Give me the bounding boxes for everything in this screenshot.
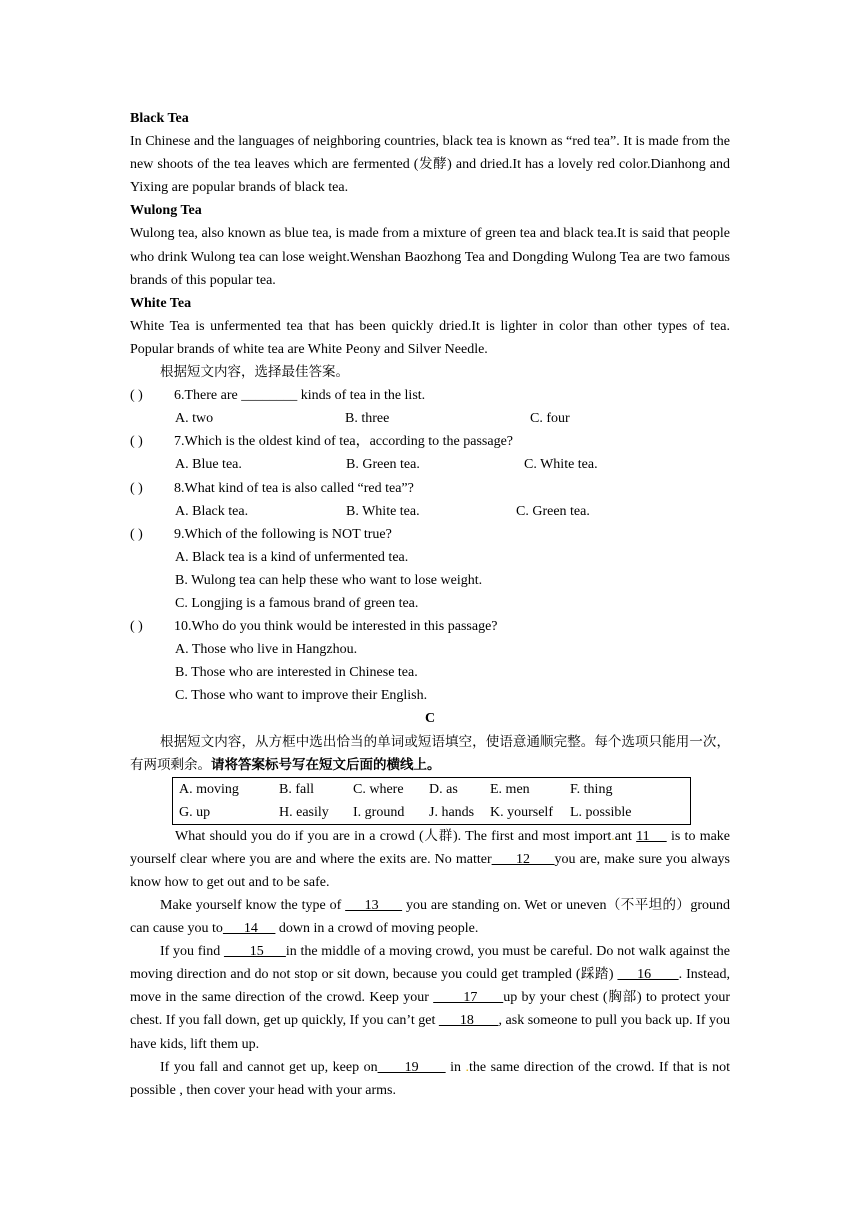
answer-blank[interactable]: ( ) [130,434,143,450]
blank-15[interactable]: 15 [223,944,286,960]
question-text: 10.Who do you think would be interested in this passage? [174,619,498,635]
options [130,453,730,476]
word-bank-box [172,777,691,825]
section-c-heading: C [424,711,436,727]
blank-12[interactable]: 12 [491,851,555,867]
blank-13[interactable]: 13 [345,898,403,913]
option-a: A. Blue tea. [175,457,242,473]
question-6 [130,384,730,430]
option-c: C. Those who want to improve their English. [175,688,428,704]
document-page [130,107,730,1102]
word-option: B. fall [279,781,314,797]
option-c: C. Green tea. [516,503,590,519]
word-option: E. men [490,781,530,797]
option-a: A. Those who live in Hangzhou. [175,642,358,658]
question-9 [130,523,730,615]
blank-16[interactable]: 16 [617,967,679,983]
word-option: H. easily [279,804,329,820]
question-text: 9.Which of the following is NOT true? [174,526,392,542]
option-c: C. White tea. [524,457,598,473]
blank-19[interactable]: 19 [377,1059,446,1075]
white-tea-heading: White Tea [130,295,192,311]
word-option: F. thing [570,781,613,797]
option-a: A. two [175,411,214,427]
word-option: G. up [179,804,211,820]
black-tea-cn-term: 发酵 [418,156,448,173]
passage-paragraph-1: What should you do if you are in a crowd (人群). The first and most import.ant 11 is to make yourself clear where you are and where the exits are. No matter 12 you are, make sure you always know how to get out and to be safe. [130,827,731,890]
question-text: 6.There are ________ kinds of tea in the list. [174,388,426,404]
blank-11[interactable]: 11 [636,828,667,844]
option-c: C. four [530,411,570,427]
blank-17[interactable]: 17 [433,990,504,1006]
question-7 [130,430,730,476]
word-option: J. hands [429,804,475,820]
wulong-tea-paragraph: Wulong tea, also known as blue tea, is made from a mixture of green tea and black tea.It is said that people who drink Wulong tea can lose weight.Wenshan Baozhong Tea and Dongding Wulong Tea are two famous brands of this popular tea. [130,226,730,288]
option-c: C. Longjing is a famous brand of green tea. [175,595,419,611]
answer-blank[interactable]: ( ) [130,526,143,542]
word-bank-row [173,777,691,801]
blank-18[interactable]: 18 [438,1013,499,1029]
word-bank-row [173,801,691,825]
word-option: D. as [429,781,458,797]
option-b: B. White tea. [346,503,420,519]
word-option: L. possible [570,804,632,820]
word-option: A. moving [179,781,239,797]
section-c-instruction: 根据短文内容，从方框中选出恰当的单词或短语填空，使语意通顺完整。每个选项只能用一次，有两项剩余。请将答案标号写在短文后面的横线上。 [130,733,730,773]
answer-blank[interactable]: ( ) [130,388,143,404]
options [130,407,730,430]
option-a: A. Black tea is a kind of unfermented tea. [175,549,409,565]
black-tea-paragraph: In Chinese and the languages of neighboring countries, black tea is known as “red tea”. It is made from the new shoots of the tea leaves which are fermented (发酵) and dried.It has a lovely red color.Dianhong and Yixing are popular brands of black tea. [130,134,730,196]
question-10 [130,615,730,707]
question-text: 8.What kind of tea is also called “red tea”? [174,480,414,496]
option-b: B. Wulong tea can help these who want to lose weight. [175,572,483,588]
passage-paragraph-4: If you fall and cannot get up, keep on 19 in .the same direction of the crowd. If that is not possible , then cover your head with your arms. [130,1059,731,1098]
passage-paragraph-3: If you find 15 in the middle of a moving crowd, you must be careful. Do not walk against the moving direction and do not stop or sit down, because you could get trampled (踩踏) 16 . Instead, move in the same direction of the crowd. Keep your 17 up by your chest (胸部) to protect your chest. If you fall down, get up quickly, If you can’t get 18 , ask someone to pull you back up. If you have kids, lift them up. [130,944,731,1052]
question-8 [130,477,730,523]
word-option: C. where [353,781,404,797]
option-a: A. Black tea. [175,503,249,519]
black-tea-heading: Black Tea [130,111,189,126]
section-b-instruction: 根据短文内容，选择最佳答案。 [160,364,349,381]
options [130,500,730,523]
question-text: 7.Which is the oldest kind of tea，according to the passage? [174,434,514,450]
answer-blank[interactable]: ( ) [130,619,143,635]
option-b: B. Green tea. [346,457,420,473]
option-b: B. three [345,411,390,427]
wulong-tea-heading: Wulong Tea [130,203,202,219]
passage-paragraph-2: Make yourself know the type of 13 you are standing on. Wet or uneven（不平坦的）ground can cause you to 14 down in a crowd of moving people. [130,897,730,937]
blank-14[interactable]: 14 [222,921,276,937]
word-option: K. yourself [490,804,553,820]
answer-blank[interactable]: ( ) [130,480,143,496]
word-option: I. ground [353,804,405,820]
option-b: B. Those who are interested in Chinese tea. [175,665,418,681]
white-tea-paragraph: White Tea is unfermented tea that has been quickly dried.It is lighter in color than other types of tea. Popular brands of white tea are White Peony and Silver Needle. [130,318,730,357]
